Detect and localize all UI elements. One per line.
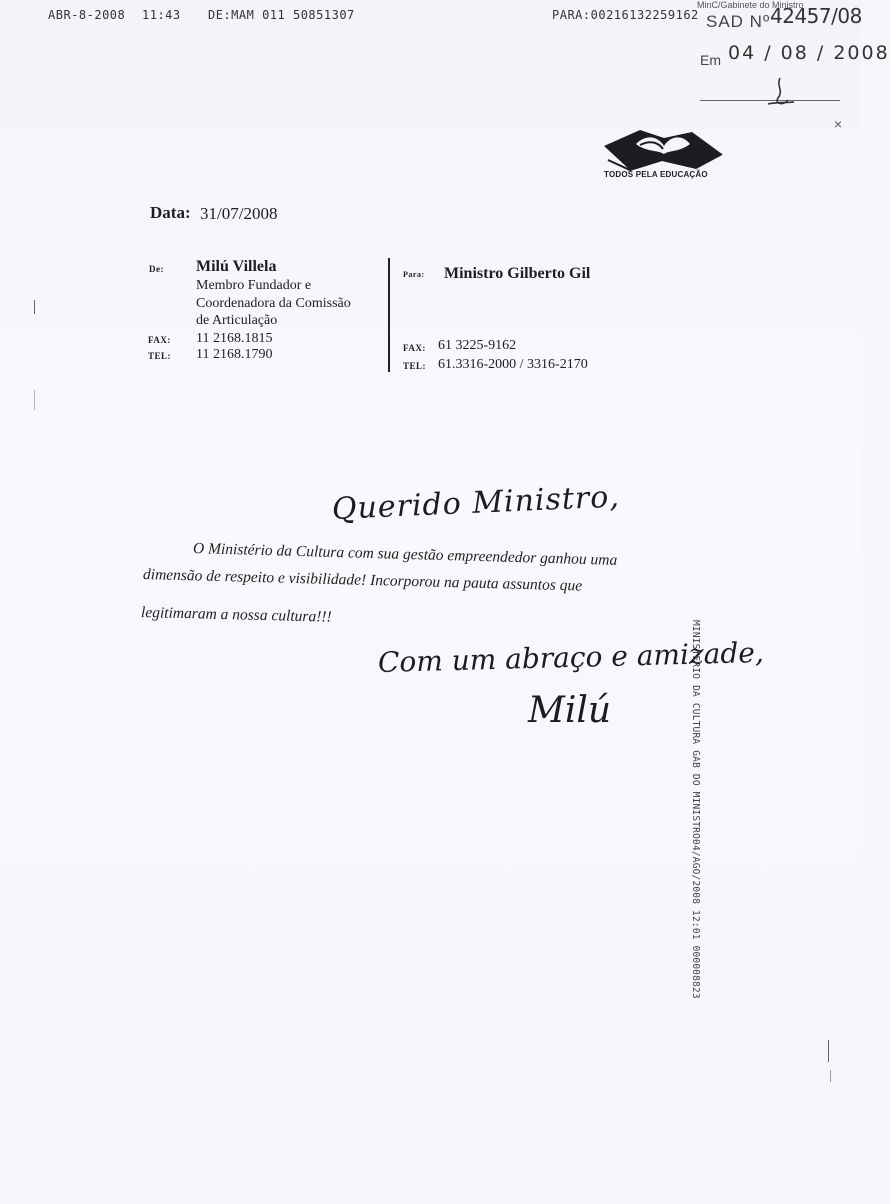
- scan-mark: [34, 390, 35, 410]
- protocol-initial-mark: [762, 76, 798, 110]
- handwritten-signature: Milú: [528, 690, 612, 731]
- letter-body-line: O Ministério da Cultura com sua gestão empreendedor ganhou uma: [192, 540, 618, 569]
- recipient-tel-label: TEL:: [403, 361, 427, 371]
- date-label: Data:: [150, 203, 191, 222]
- fax-header-time: 11:43: [142, 8, 181, 22]
- vertical-receipt-stamp: [690, 620, 724, 999]
- sender-title-line: Coordenadora da Comissão: [196, 296, 351, 311]
- handwritten-salutation: Querido Ministro,: [331, 479, 621, 527]
- logo-caption: TODOS PELA EDUCAÇÃO: [604, 170, 708, 179]
- fax-header-from: DE:MAM 011 50851307: [208, 8, 355, 22]
- scan-mark: [830, 1070, 831, 1082]
- letter-body-line: dimensão de respeito e visibilidade! Incorporou na pauta assuntos que: [142, 566, 583, 595]
- vertical-receipt-stamp-text: MINISTERIO DA CULTURA GAB DO MINISTRO04/AGO/2008 12:01 000008823: [690, 620, 701, 999]
- fax-header-to: PARA:00216132259162: [552, 8, 699, 22]
- protocol-number: 42457/08: [770, 4, 862, 28]
- recipient-tel: 61.3316-2000 / 3316-2170: [438, 357, 588, 372]
- header-divider: [388, 258, 390, 372]
- scan-mark: [828, 1040, 829, 1062]
- from-label: De:: [149, 264, 164, 274]
- sender-tel: 11 2168.1790: [196, 347, 273, 362]
- handwritten-closing: Com um abraço e amizade,: [377, 635, 765, 679]
- letter-body-line: legitimaram a nossa cultura!!!: [140, 604, 332, 626]
- date-value: 31/07/2008: [200, 204, 278, 223]
- fax-header-date: ABR-8-2008: [48, 8, 126, 22]
- to-label: Para:: [403, 270, 425, 279]
- sender-fax-label: FAX:: [148, 335, 171, 345]
- recipient-name: Ministro Gilberto Gil: [444, 265, 591, 282]
- protocol-sad-label: SAD Nº: [706, 12, 771, 31]
- sender-title-line: Membro Fundador e: [196, 278, 312, 293]
- recipient-fax-label: FAX:: [403, 343, 426, 353]
- sender-fax: 11 2168.1815: [196, 331, 273, 346]
- sender-name: Milú Villela: [196, 258, 277, 275]
- protocol-institution: MinC/Gabinete do Ministro: [697, 0, 804, 10]
- scan-mark: ×: [834, 116, 843, 132]
- recipient-fax: 61 3225-9162: [438, 338, 517, 353]
- scan-mark: [34, 300, 35, 314]
- sender-title-line: de Articulação: [196, 313, 278, 328]
- protocol-em-label: Em: [700, 52, 721, 68]
- protocol-date: 04 / 08 / 2008: [728, 42, 890, 64]
- sender-tel-label: TEL:: [148, 351, 172, 361]
